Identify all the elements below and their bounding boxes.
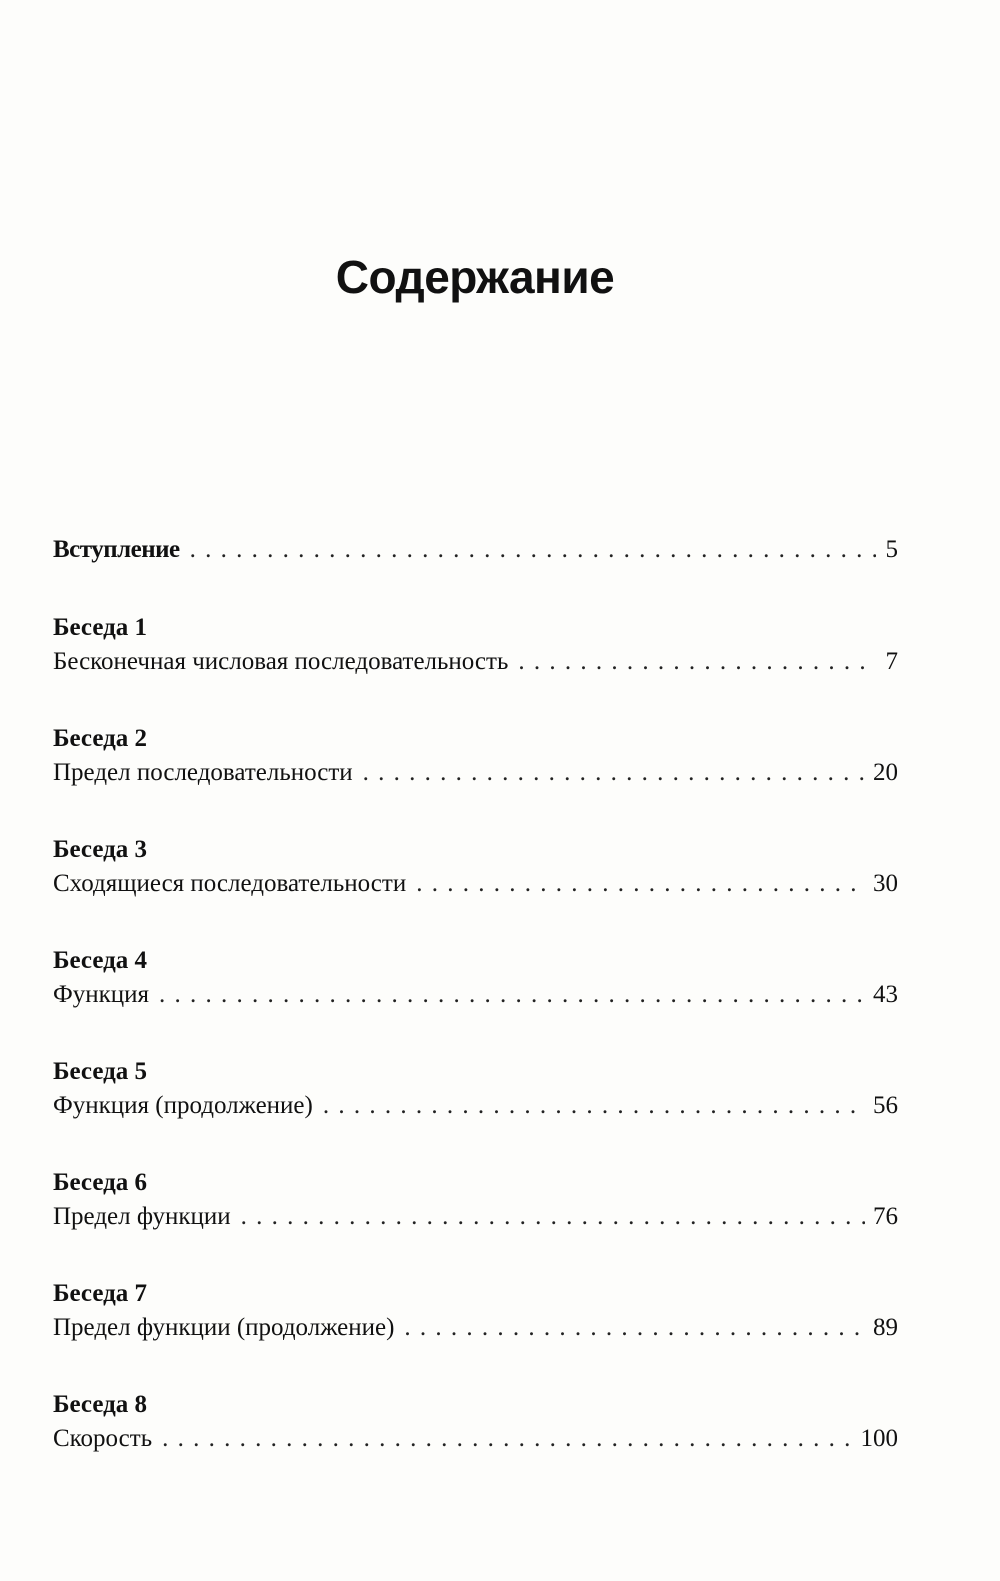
toc-entry-title: Вступление (53, 536, 180, 563)
toc-chapter-heading: Беседа 2 (53, 725, 147, 752)
dot-leader (162, 1425, 852, 1453)
toc-entry-title: Сходящиеся последовательности (53, 870, 407, 897)
toc-entry-title: Предел последовательности (53, 759, 353, 786)
toc-page-number: 5 (885, 536, 898, 563)
dot-leader (363, 759, 865, 787)
toc-page-number: 43 (873, 981, 898, 1008)
toc-entry-chapter-2[interactable] (53, 759, 898, 787)
toc-entry-chapter-1[interactable] (53, 648, 898, 676)
toc-entry-chapter-6[interactable] (53, 1203, 898, 1231)
dot-leader (416, 870, 865, 898)
toc-chapter-heading: Беседа 4 (53, 947, 147, 974)
toc-entry-title: Бесконечная числовая последовательность (53, 648, 509, 675)
dot-leader (159, 981, 865, 1009)
toc-entry-title: Скорость (53, 1425, 153, 1452)
toc-chapter-heading: Беседа 1 (53, 614, 147, 641)
dot-leader (190, 536, 876, 564)
toc-entry-title: Функция (продолжение) (53, 1092, 313, 1119)
toc-entry-title: Предел функции (продолжение) (53, 1314, 395, 1341)
toc-page-number: 20 (873, 759, 898, 786)
toc-entry-title: Функция (53, 981, 150, 1008)
toc-entry-chapter-8[interactable] (53, 1425, 898, 1453)
dot-leader (323, 1092, 865, 1120)
toc-page-number: 30 (873, 870, 898, 897)
toc-chapter-heading: Беседа 5 (53, 1058, 147, 1085)
toc-page-number: 56 (873, 1092, 898, 1119)
page-title: Содержание (335, 251, 615, 303)
toc-entry-chapter-3[interactable] (53, 870, 898, 898)
toc-entry-chapter-5[interactable] (53, 1092, 898, 1120)
toc-page-number: 76 (873, 1203, 898, 1230)
toc-chapter-heading: Беседа 3 (53, 836, 147, 863)
toc-entry-chapter-7[interactable] (53, 1314, 898, 1342)
toc-page-number: 7 (885, 648, 898, 675)
toc-entry-chapter-4[interactable] (53, 981, 898, 1009)
dot-leader (404, 1314, 865, 1342)
toc-page-number: 100 (860, 1425, 898, 1452)
toc-entry-intro[interactable] (53, 536, 898, 564)
dot-leader (241, 1203, 865, 1231)
dot-leader (518, 648, 876, 676)
toc-page-number: 89 (873, 1314, 898, 1341)
toc-chapter-heading: Беседа 7 (53, 1280, 147, 1307)
toc-entry-title: Предел функции (53, 1203, 231, 1230)
toc-chapter-heading: Беседа 8 (53, 1391, 147, 1418)
toc-chapter-heading: Беседа 6 (53, 1169, 147, 1196)
